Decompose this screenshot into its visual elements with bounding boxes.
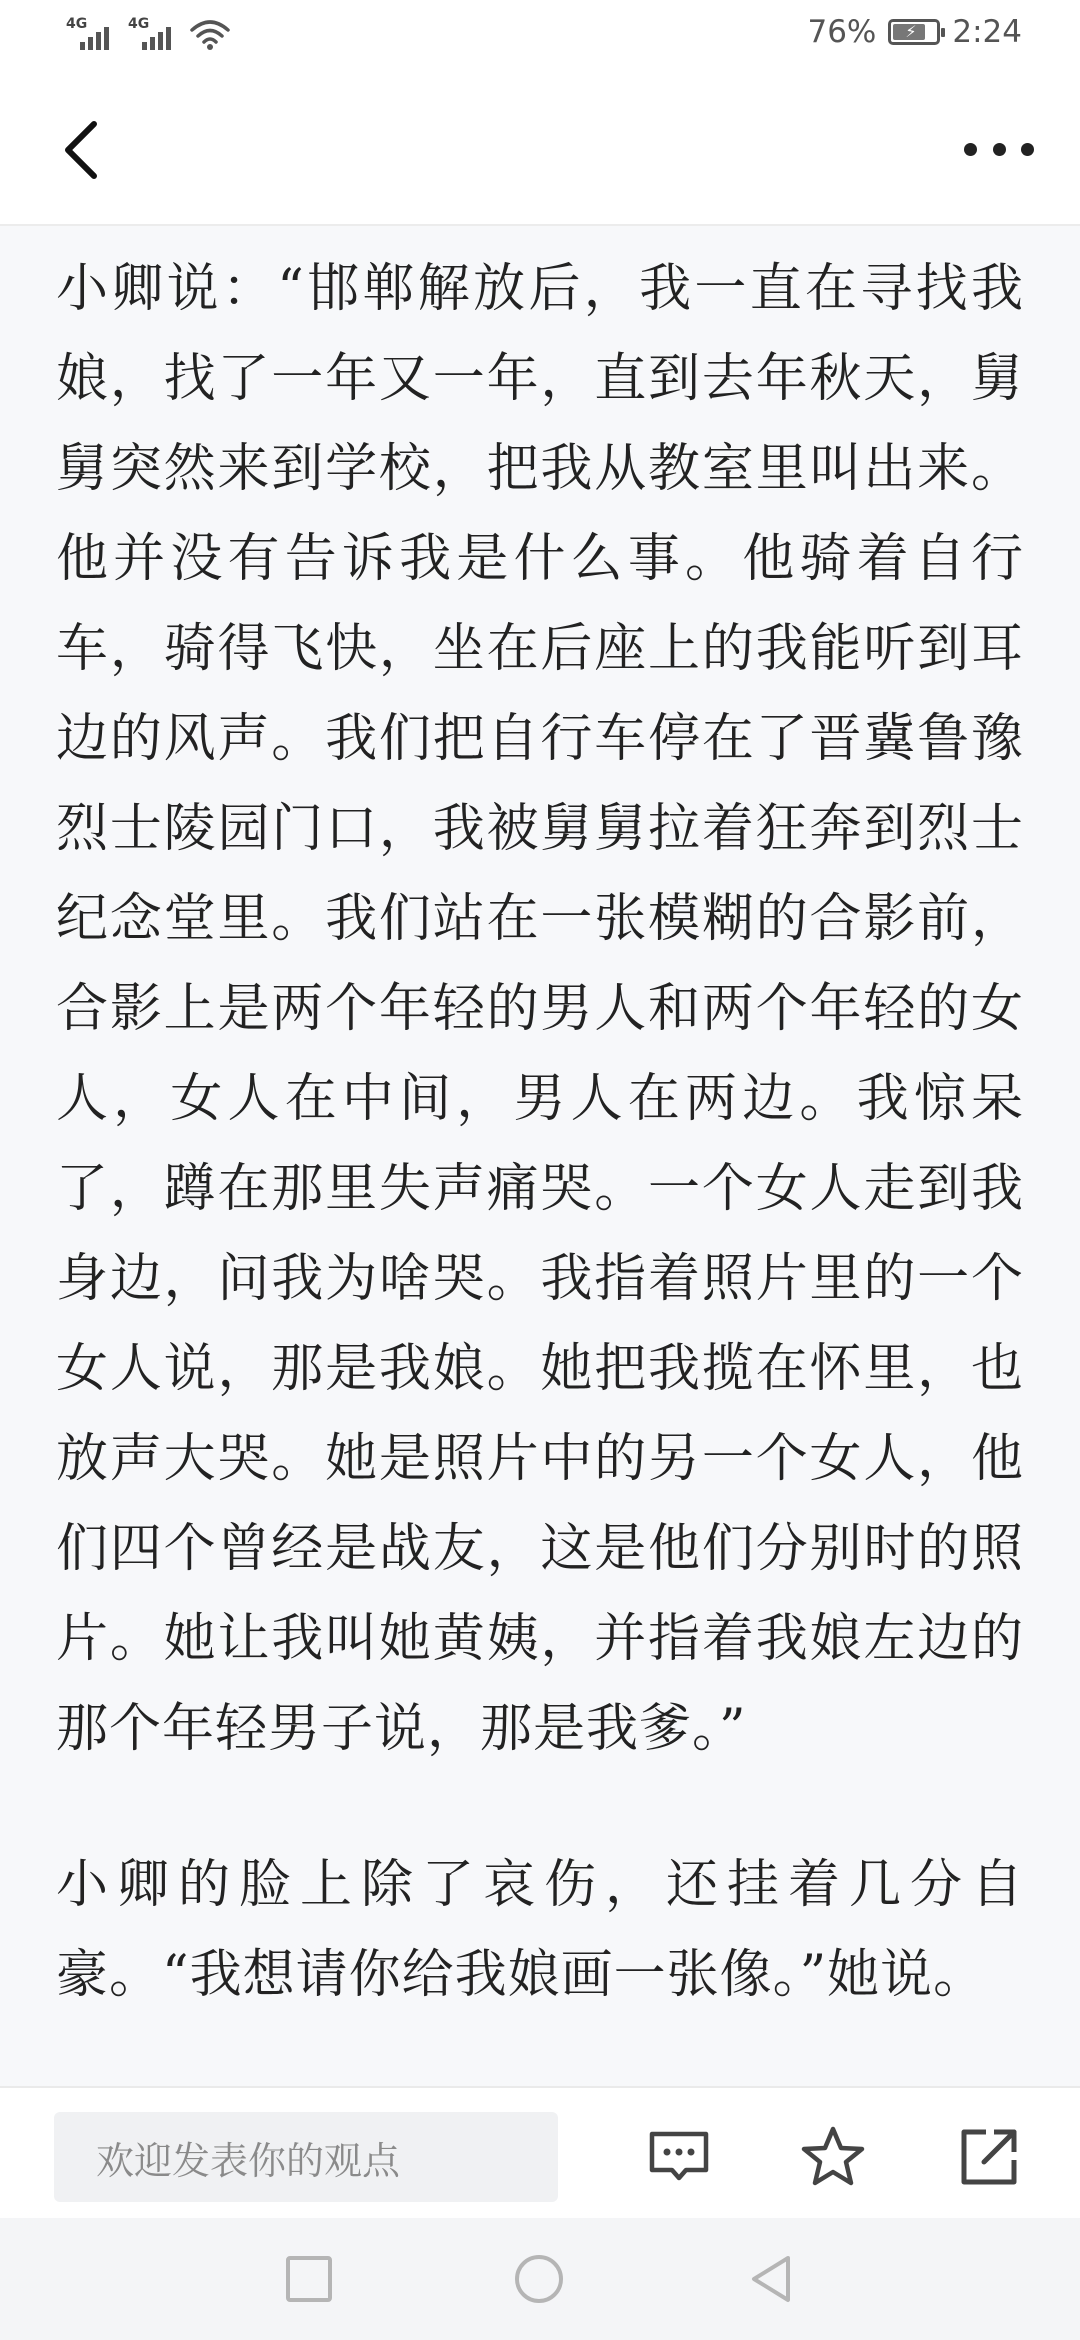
network-type-label: 4G	[66, 16, 88, 32]
article-paragraph: 小卿说：“邯郸解放后，我一直在寻找我娘，找了一年又一年，直到去年秋天，舅舅突然来到学校，把我从教室里叫出来。他并没有告诉我是什么事。他骑着自行车，骑得飞快，坐在后座上的我能听到耳边的风声。我们把自行车停在了晋冀鲁豫烈士陵园门口，我被舅舅拉着狂奔到烈士纪念堂里。我们站在一张模糊的合影前，合影上是两个年轻的男人和两个年轻的女人，女人在中间，男人在两边。我惊呆了，蹲在那里失声痛哭。一个女人走到我身边，问我为啥哭。我指着照片里的一个女人说，那是我娘。她把我揽在怀里，也放声大哭。她是照片中的另一个女人，他们四个曾经是战友，这是他们分别时的照片。她让我叫她黄姨，并指着我娘左边的那个年轻男子说，那是我爹。”	[56, 259, 1024, 1759]
battery-percent: 76%	[807, 14, 877, 50]
comment-icon	[646, 2124, 712, 2190]
status-left	[66, 16, 230, 52]
comment-input[interactable]: 欢迎发表你的观点	[54, 2112, 558, 2202]
signal-icon	[66, 16, 114, 52]
system-back-button[interactable]	[744, 2252, 798, 2306]
share-icon	[956, 2124, 1022, 2190]
status-bar	[0, 0, 1080, 74]
battery-charging-icon: ⚡	[888, 19, 940, 45]
system-nav-bar	[0, 2218, 1080, 2340]
recent-apps-icon	[282, 2252, 336, 2306]
star-icon	[800, 2124, 866, 2190]
home-icon	[512, 2252, 566, 2306]
network-type-label: 4G	[128, 16, 150, 32]
signal-icon	[128, 16, 176, 52]
comment-bar	[0, 2086, 1080, 2218]
recent-apps-button[interactable]	[282, 2252, 336, 2306]
comments-button[interactable]	[646, 2124, 712, 2190]
chevron-left-icon	[58, 118, 108, 182]
clock: 2:24	[952, 14, 1022, 50]
back-icon	[744, 2252, 798, 2306]
more-dots-icon	[964, 143, 977, 156]
favorite-button[interactable]	[800, 2124, 866, 2190]
article-paragraph: 小卿的脸上除了哀伤，还挂着几分自豪。“我想请你给我娘画一张像。”她说。	[56, 1855, 1024, 2005]
back-button[interactable]	[58, 118, 108, 182]
status-right	[807, 14, 1022, 50]
share-button[interactable]	[956, 2124, 1022, 2190]
wifi-icon	[190, 18, 230, 52]
home-button[interactable]	[512, 2252, 566, 2306]
top-app-bar	[0, 74, 1080, 226]
article-content[interactable]	[0, 226, 1080, 2086]
more-options-button[interactable]	[964, 132, 1034, 166]
